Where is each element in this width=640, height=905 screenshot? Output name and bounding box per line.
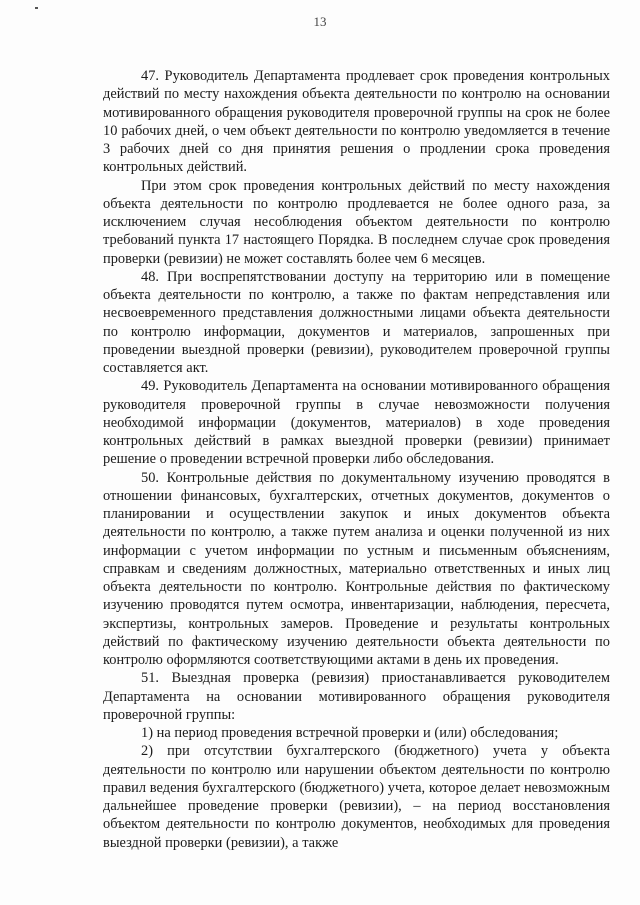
- document-body: [103, 67, 610, 852]
- paragraph-47-extension: При этом срок проведения контрольных действий по месту нахождения объекта деятельности по контролю продлевается не более одного раза, за исключением случая несоблюдения объектом деятельности по контролю требований пункта 17 настоящего Порядка. В последнем случае срок проведения проверки (ревизии) не может составлять более чем 6 месяцев.: [103, 177, 610, 267]
- paragraph-48: 48. При воспрепятствовании доступу на территорию или в помещение объекта деятельности по контролю, а также по фактам непредставления или несвоевременного представления должностными лицами объекта деятельности по контролю информации, документов и материалов, запрошенных при проведении выездной проверки (ревизии), руководителем проверочной группы составляется акт.: [103, 268, 610, 376]
- paragraph-51-item-1: 1) на период проведения встречной проверки и (или) обследования;: [141, 725, 559, 741]
- paragraph-51-item-2: 2) при отсутствии бухгалтерского (бюджетного) учета у объекта деятельности по контролю или нарушении объектом деятельности по контролю правил ведения бухгалтерского (бюджетного) учета, которое делает невозможным дальнейшее проведение проверки (ревизии), – на период восстановления объектом деятельности по контролю документов, необходимых для проведения выездной проверки (ревизии), а также: [103, 743, 610, 851]
- paragraph-51: 51. Выездная проверка (ревизия) приостанавливается руководителем Департамента на основании мотивированного обращения руководителя проверочной группы:: [103, 670, 610, 723]
- paragraph-50: 50. Контрольные действия по документальному изучению проводятся в отношении финансовых, бухгалтерских, отчетных документов, документов о планировании и осуществлении закупок и иных документов объекта деятельности по контролю, а также путем анализа и оценки полученной из них информации с учетом информации по устным и письменным объяснениям, справкам и сведениям должностных, материально ответственных и иных лиц объекта деятельности по контролю. Контрольные действия по фактическому изучению проводятся путем осмотра, инвентаризации, наблюдения, пересчета, экспертизы, контрольных замеров. Проведение и результаты контрольных действий по фактическому изучению деятельности объекта деятельности по контролю оформляются соответствующими актами в день их проведения.: [103, 469, 610, 668]
- paragraph-49: 49. Руководитель Департамента на основании мотивированного обращения руководителя проверочной группы в случае невозможности получения необходимой информации (документов, материалов) в ходе проведения контрольных действий в рамках выездной проверки (ревизии) принимает решение о проведении встречной проверки либо обследования.: [103, 378, 610, 468]
- page-number: 13: [313, 14, 327, 29]
- scan-mark: [35, 7, 38, 9]
- paragraph-47: 47. Руководитель Департамента продлевает срок проведения контрольных действий по месту нахождения объекта деятельности по контролю на основании мотивированного обращения руководителя проверочной группы на срок не более 10 рабочих дней, о чем объект деятельности по контролю уведомляется в течение 3 рабочих дней со дня принятия решения о продлении срока проведения контрольных действий.: [103, 68, 610, 176]
